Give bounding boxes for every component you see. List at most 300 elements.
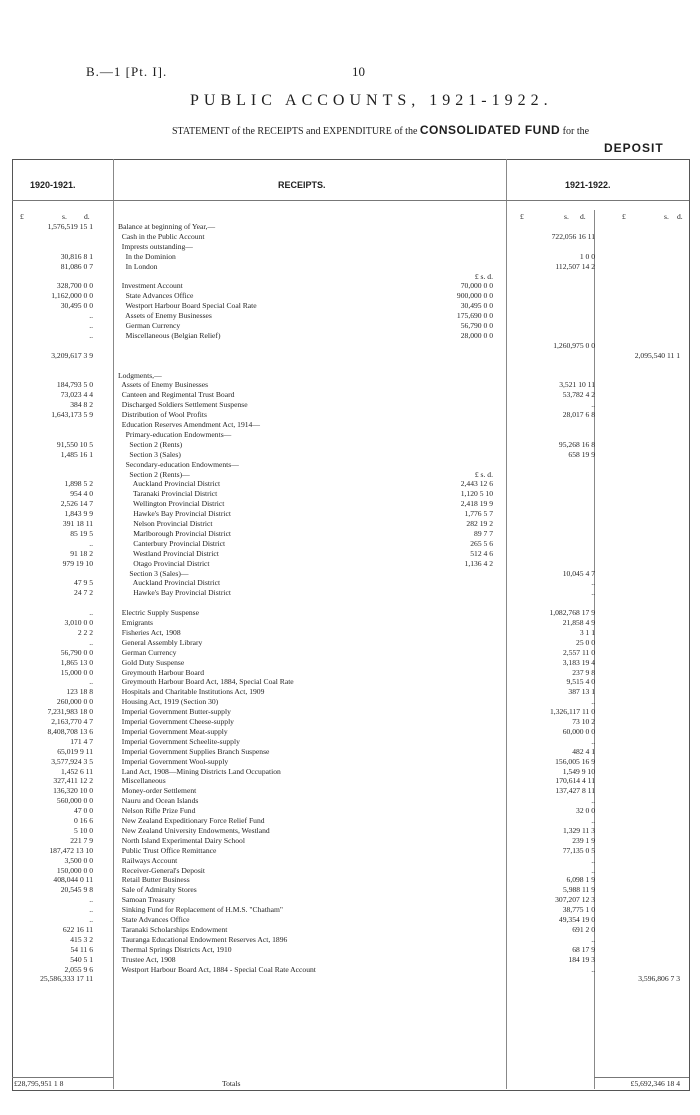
current-year-amount: 1,260,975 0 0 [553, 340, 595, 350]
previous-year-amount: 221 7 9 [70, 835, 93, 845]
row-label: Marlborough Provincial District [118, 528, 232, 538]
previous-year-amount: 328,700 0 0 [56, 281, 93, 291]
table-row [0, 361, 700, 370]
row-label: Emigrants [118, 618, 154, 627]
row-label: In London [118, 261, 158, 271]
row-label: Section 2 (Rents) [118, 439, 183, 449]
totals-previous-year: £28,795,951 1 8 [14, 1079, 64, 1088]
previous-year-amount: 150,000 0 0 [56, 865, 93, 875]
current-year-amount: 1,549 9 10 [562, 766, 595, 776]
current-year-amount: 239 1 9 [572, 835, 595, 845]
table-row [0, 262, 700, 271]
row-label: Imperial Government Scheelite-supply [118, 736, 240, 746]
table-row [0, 479, 700, 488]
previous-year-amount: 408,044 0 11 [53, 875, 93, 885]
previous-year-amount: 65,019 9 11 [57, 746, 93, 756]
totals-current-year: £5,692,346 18 4 [630, 1079, 680, 1088]
previous-year-amount: 1,576,519 15 1 [47, 222, 93, 231]
table-row [0, 450, 700, 459]
column-header-receipts: RECEIPTS. [278, 180, 326, 190]
table-row [0, 509, 700, 518]
table-row [0, 658, 700, 667]
previous-year-amount: 979 19 10 [62, 558, 93, 568]
table-row [0, 806, 700, 815]
row-label: Section 3 (Sales)— [118, 568, 189, 578]
table-row [0, 767, 700, 776]
previous-year-amount: 327,411 12 2 [53, 776, 93, 786]
previous-year-amount: 24 7 2 [74, 588, 93, 598]
table-row [0, 875, 700, 884]
row-label: Imperial Government Supplies Branch Suspense [118, 746, 270, 756]
row-label: Money-order Settlement [118, 786, 197, 796]
row-label: Primary-education Endowments— [118, 429, 232, 439]
current-year-amount: 9,515 4 0 [566, 677, 595, 687]
table-row [0, 885, 700, 894]
row-label: Investment Account [118, 281, 183, 291]
table-row [0, 846, 700, 855]
previous-year-amount: 3,500 0 0 [64, 855, 93, 865]
current-year-amount: 482 4 1 [572, 746, 595, 756]
current-year-amount: 32 0 0 [576, 806, 595, 816]
current-year-amount: 49,354 19 0 [558, 915, 595, 924]
current-year-amount: 2,557 11 0 [563, 647, 595, 657]
current-year-amount: .. [591, 934, 595, 944]
table-row [0, 440, 700, 449]
unit-label: s. [62, 212, 67, 221]
row-label: Auckland Provincial District [118, 479, 221, 489]
previous-year-amount: 384 8 2 [70, 400, 93, 410]
current-year-amount: .. [591, 578, 595, 588]
sub-amount: 28,000 0 0 [460, 330, 493, 340]
current-year-amount: 21,858 4 9 [562, 618, 595, 627]
unit-label: d. [84, 212, 90, 221]
table-row [0, 578, 700, 587]
table-row [0, 628, 700, 637]
row-label: Westland Provincial District [118, 548, 219, 558]
current-year-amount: 3,183 19 4 [562, 657, 595, 667]
row-label: Secondary-education Endowments— [118, 459, 239, 469]
row-label: State Advances Office [118, 291, 194, 301]
table-row [0, 965, 700, 974]
current-year-amount: .. [591, 964, 595, 974]
previous-year-amount: 2,526 14 7 [60, 499, 93, 509]
row-label: Lodgments,— [118, 370, 162, 380]
row-label: Assets of Enemy Businesses [118, 380, 209, 390]
table-row [0, 420, 700, 429]
row-label: Westport Harbour Board Act, 1884 - Special Coal Rate Account [118, 964, 316, 974]
sub-amount: 2,443 12 6 [460, 479, 493, 489]
table-row [0, 757, 700, 766]
previous-year-amount: 622 16 11 [62, 924, 93, 934]
current-year-amount: 95,268 16 8 [558, 439, 595, 449]
current-year-amount: .. [591, 796, 595, 806]
sub-amount: 282 19 2 [466, 519, 493, 528]
current-year-amount: 53,782 4 2 [562, 390, 595, 400]
table-row [0, 866, 700, 875]
previous-year-amount: 136,320 10 0 [53, 786, 93, 796]
table-row [0, 905, 700, 914]
sub-amount: 1,120 5 10 [460, 489, 493, 499]
previous-year-amount: .. [89, 637, 93, 647]
table-row [0, 945, 700, 954]
total-rule [594, 1077, 689, 1078]
table-row [0, 915, 700, 924]
previous-year-amount: 1,643,173 5 9 [51, 410, 93, 420]
previous-year-amount: 85 19 5 [70, 528, 93, 538]
previous-year-amount: 73,023 4 4 [60, 390, 93, 400]
previous-year-amount: .. [89, 321, 93, 330]
table-row [0, 608, 700, 617]
current-year-amount: 156,005 16 9 [555, 756, 595, 766]
previous-year-amount: 260,000 0 0 [56, 697, 93, 707]
row-label: Taranaki Scholarships Endowment [118, 924, 228, 934]
previous-year-amount: 540 5 1 [70, 954, 93, 964]
row-label: Otago Provincial District [118, 558, 210, 568]
row-label: German Currency [118, 321, 181, 330]
table-row [0, 559, 700, 568]
table-row [0, 955, 700, 964]
table-row [0, 826, 700, 835]
sub-amount: 30,495 0 0 [460, 301, 493, 311]
column-header-previous-year: 1920-1921. [30, 180, 76, 190]
statement-fund: CONSOLIDATED FUND [419, 123, 561, 137]
previous-year-amount: 91,550 10 5 [56, 439, 93, 449]
table-row [0, 737, 700, 746]
sub-amount: 2,418 19 9 [460, 499, 493, 509]
header-rule [12, 200, 689, 201]
unit-label: s. [664, 212, 669, 221]
sub-amount: 1,776 5 7 [464, 509, 493, 519]
previous-year-amount: 7,231,983 18 0 [47, 707, 93, 717]
previous-year-amount: 1,485 16 1 [60, 449, 93, 459]
statement-heading [172, 123, 589, 137]
table-row [0, 470, 700, 479]
table-row [0, 717, 700, 726]
table-row [0, 272, 700, 281]
sub-amount: 70,000 0 0 [460, 281, 493, 291]
previous-year-amount: 3,010 0 0 [64, 618, 93, 627]
current-year-amount: 137,427 8 11 [555, 786, 595, 796]
previous-year-amount: .. [89, 330, 93, 340]
previous-year-amount: 25,586,333 17 11 [40, 974, 93, 984]
row-label: Hawke's Bay Provincial District [118, 509, 231, 519]
unit-label: £ [622, 212, 626, 221]
table-row [0, 252, 700, 261]
row-label: Nelson Provincial District [118, 519, 213, 528]
table-row [0, 529, 700, 538]
current-year-amount: 25 0 0 [576, 637, 595, 647]
previous-year-amount: 47 0 0 [74, 806, 93, 816]
page-title: PUBLIC ACCOUNTS, 1921-1922. [190, 92, 553, 109]
table-row [0, 301, 700, 310]
table-row [0, 816, 700, 825]
previous-year-amount: 171 4 7 [70, 736, 93, 746]
table-row [0, 380, 700, 389]
current-year-amount: .. [591, 588, 595, 598]
row-label: Imperial Government Wool-supply [118, 756, 229, 766]
page-number: 10 [352, 64, 365, 79]
table-row [0, 390, 700, 399]
row-label: Nauru and Ocean Islands [118, 796, 199, 806]
table-row [0, 677, 700, 686]
table-row [0, 569, 700, 578]
sub-amount: 1,136 4 2 [464, 558, 493, 568]
table-row [0, 618, 700, 627]
table-row [0, 895, 700, 904]
previous-year-amount: 1,452 6 11 [61, 766, 93, 776]
current-year-amount: .. [591, 855, 595, 865]
previous-year-amount: 1,162,000 0 0 [51, 291, 93, 301]
row-label: New Zealand University Endowments, Westland [118, 825, 270, 835]
statement-prefix: STATEMENT of the RECEIPTS and EXPENDITURE of the [172, 126, 418, 137]
current-year-amount: 658 19 9 [568, 449, 595, 459]
row-label: Wellington Provincial District [118, 499, 225, 509]
table-row [0, 331, 700, 340]
current-year-amount: 1,326,117 11 0 [550, 707, 595, 717]
row-label: Cash in the Public Account [118, 231, 205, 241]
row-label: Retail Butter Business [118, 875, 190, 885]
previous-year-amount: 3,209,617 3 9 [51, 350, 93, 360]
table-row [0, 499, 700, 508]
table-row [0, 351, 700, 360]
row-label: Tauranga Educational Endowment Reserves Act, 1896 [118, 934, 288, 944]
table-row [0, 935, 700, 944]
row-label: New Zealand Expeditionary Force Relief Fund [118, 816, 265, 825]
previous-year-amount: 20,545 9 8 [60, 885, 93, 895]
table-row [0, 598, 700, 607]
row-label: Auckland Provincial District [118, 578, 221, 588]
current-year-amount: .. [591, 400, 595, 410]
page-reference: B.—1 [Pt. I]. [86, 64, 168, 79]
sub-amount: 900,000 0 0 [456, 291, 493, 301]
row-label: Discharged Soldiers Settlement Suspense [118, 400, 248, 410]
row-label: Electric Supply Suspense [118, 608, 199, 618]
previous-year-amount: 391 18 11 [62, 519, 93, 528]
table-row [0, 489, 700, 498]
units-row [0, 212, 700, 221]
table-row [0, 311, 700, 320]
table-row [0, 222, 700, 231]
row-label: Fisheries Act, 1908 [118, 627, 181, 637]
current-year-amount: 237 9 8 [572, 667, 595, 677]
current-year-amount: 68 17 9 [572, 944, 595, 954]
previous-year-amount: .. [89, 905, 93, 915]
table-row [0, 588, 700, 597]
previous-year-amount: 8,408,708 13 6 [47, 726, 93, 736]
sub-amount: 89 7 7 [474, 528, 493, 538]
previous-year-amount: 1,898 5 2 [64, 479, 93, 489]
row-label: Sale of Admiralty Stores [118, 885, 197, 895]
row-label: Housing Act, 1919 (Section 30) [118, 697, 219, 707]
previous-year-amount: 1,865 13 0 [60, 657, 93, 667]
table-row [0, 668, 700, 677]
table-row [0, 291, 700, 300]
previous-year-amount: 5 10 0 [74, 825, 93, 835]
current-year-amount: 1,329 11 3 [563, 825, 595, 835]
previous-year-amount: .. [89, 677, 93, 687]
row-label: Railways Account [118, 855, 178, 865]
row-label: Canteen and Regimental Trust Board [118, 390, 235, 400]
table-row [0, 460, 700, 469]
row-label: Greymouth Harbour Board [118, 667, 205, 677]
table-row [0, 786, 700, 795]
row-label: Hospitals and Charitable Institutions Act, 1909 [118, 687, 265, 697]
totals-row [0, 1079, 700, 1088]
row-label: Westport Harbour Board Special Coal Rate [118, 301, 257, 311]
previous-year-amount: 187,472 13 10 [49, 845, 93, 855]
previous-year-amount: 0 16 6 [74, 816, 93, 825]
row-label: Samoan Treasury [118, 895, 175, 905]
unit-label: £ [20, 212, 24, 221]
row-label: Hawke's Bay Provincial District [118, 588, 231, 598]
sub-amount: 56,790 0 0 [460, 321, 493, 330]
table-row [0, 400, 700, 409]
previous-year-amount: .. [89, 915, 93, 924]
table-row [0, 321, 700, 330]
previous-year-amount: 81,086 0 7 [60, 261, 93, 271]
table-row [0, 697, 700, 706]
sub-amount: 512 4 6 [470, 548, 493, 558]
section-total: 2,095,540 11 1 [634, 350, 680, 360]
row-label: In the Dominion [118, 251, 176, 261]
current-year-amount: 6,098 1 9 [566, 875, 595, 885]
table-row [0, 242, 700, 251]
row-label: Imprests outstanding— [118, 241, 193, 251]
current-year-amount: .. [591, 865, 595, 875]
current-year-amount: 3,521 10 11 [559, 380, 595, 390]
totals-label: Totals [222, 1079, 241, 1088]
row-label: Thermal Springs Districts Act, 1910 [118, 944, 232, 954]
unit-label: s. [564, 212, 569, 221]
previous-year-amount: 415 3 2 [70, 934, 93, 944]
current-year-amount: 170,614 4 11 [555, 776, 595, 786]
current-year-amount: 38,775 1 0 [562, 905, 595, 915]
row-label: Sinking Fund for Replacement of H.M.S. "Chatham" [118, 905, 284, 915]
previous-year-amount: 15,000 0 0 [60, 667, 93, 677]
section-total: 3,596,806 7 3 [638, 974, 680, 984]
previous-year-amount: 30,495 0 0 [60, 301, 93, 311]
current-year-amount: 1 0 0 [579, 251, 595, 261]
row-label: Miscellaneous [118, 776, 166, 786]
column-header-current-year: 1921-1922. [565, 180, 611, 190]
current-year-amount: .. [591, 816, 595, 825]
previous-year-amount: .. [89, 538, 93, 548]
current-year-amount: 307,207 12 3 [555, 895, 595, 905]
current-year-amount: .. [591, 736, 595, 746]
unit-label: £ [520, 212, 524, 221]
previous-year-amount: 560,000 0 0 [56, 796, 93, 806]
current-year-amount: 112,507 14 2 [555, 261, 595, 271]
current-year-amount: 1,082,768 17 9 [549, 608, 595, 618]
table-row [0, 776, 700, 785]
row-label: Distribution of Wool Profits [118, 410, 207, 420]
table-row [0, 519, 700, 528]
row-label: Section 2 (Rents)— [118, 469, 190, 479]
current-year-amount: 691 2 0 [572, 924, 595, 934]
table-row [0, 341, 700, 350]
row-label: Receiver-General's Deposit [118, 865, 206, 875]
table-row [0, 925, 700, 934]
row-label: Gold Duty Suspense [118, 657, 185, 667]
sub-amount: 265 5 6 [470, 538, 493, 548]
table-row [0, 648, 700, 657]
table-row [0, 747, 700, 756]
previous-year-amount: 184,793 5 0 [56, 380, 93, 390]
table-row [0, 371, 700, 380]
previous-year-amount: 2,163,770 4 7 [51, 717, 93, 726]
table-row [0, 539, 700, 548]
total-rule [12, 1077, 113, 1078]
row-label: Taranaki Provincial District [118, 489, 218, 499]
row-label: Assets of Enemy Businesses [118, 311, 212, 321]
previous-year-amount: 30,816 8 1 [60, 251, 93, 261]
table-row [0, 727, 700, 736]
previous-year-amount: 91 18 2 [70, 548, 93, 558]
row-label: Miscellaneous (Belgian Relief) [118, 330, 221, 340]
current-year-amount: 3 1 1 [579, 627, 595, 637]
row-label: North Island Experimental Dairy School [118, 835, 245, 845]
row-label: Land Act, 1908—Mining Districts Land Occupation [118, 766, 281, 776]
row-label: Imperial Government Cheese-supply [118, 717, 234, 726]
table-row [0, 232, 700, 241]
previous-year-amount: .. [89, 608, 93, 618]
row-label: Public Trust Office Remittance [118, 845, 217, 855]
sub-amount: £ s. d. [474, 271, 493, 281]
current-year-amount: 387 13 1 [568, 687, 595, 697]
current-year-amount: 77,135 0 5 [562, 845, 595, 855]
previous-year-amount: 2 2 2 [77, 627, 93, 637]
previous-year-amount: 2,055 9 6 [64, 964, 93, 974]
table-row [0, 974, 700, 983]
previous-year-amount: .. [89, 895, 93, 905]
table-row [0, 549, 700, 558]
table-row [0, 638, 700, 647]
deposit-heading: DEPOSIT [604, 141, 664, 155]
current-year-amount: 5,988 11 9 [563, 885, 595, 895]
previous-year-amount: 47 9 5 [74, 578, 93, 588]
previous-year-amount: 3,577,924 3 5 [51, 756, 93, 766]
table-row [0, 281, 700, 290]
row-label: Imperial Government Butter-supply [118, 707, 231, 717]
table-row [0, 796, 700, 805]
table-row [0, 836, 700, 845]
previous-year-amount: 1,843 9 9 [64, 509, 93, 519]
current-year-amount: 722,056 16 11 [551, 231, 595, 241]
sub-amount: 175,690 0 0 [456, 311, 493, 321]
row-label: State Advances Office [118, 915, 190, 924]
previous-year-amount: 954 4 0 [70, 489, 93, 499]
current-year-amount: 10,045 4 7 [562, 568, 595, 578]
previous-year-amount: 56,790 0 0 [60, 647, 93, 657]
row-label: Greymouth Harbour Board Act, 1884, Special Coal Rate [118, 677, 294, 687]
row-label: Section 3 (Sales) [118, 449, 181, 459]
sub-amount: £ s. d. [474, 469, 493, 479]
statement-suffix: for the [562, 126, 590, 137]
previous-year-amount: 123 18 8 [66, 687, 93, 697]
row-label: Education Reserves Amendment Act, 1914— [118, 420, 260, 429]
row-label: Canterbury Provincial District [118, 538, 226, 548]
row-label: Nelson Rifle Prize Fund [118, 806, 196, 816]
unit-label: d. [580, 212, 586, 221]
current-year-amount: 60,000 0 0 [562, 726, 595, 736]
table-row [0, 687, 700, 696]
previous-year-amount: 54 11 6 [70, 944, 93, 954]
row-label: German Currency [118, 647, 177, 657]
row-label: Balance at beginning of Year,— [118, 222, 216, 231]
table-row [0, 430, 700, 439]
table-row [0, 707, 700, 716]
previous-year-amount: .. [89, 311, 93, 321]
